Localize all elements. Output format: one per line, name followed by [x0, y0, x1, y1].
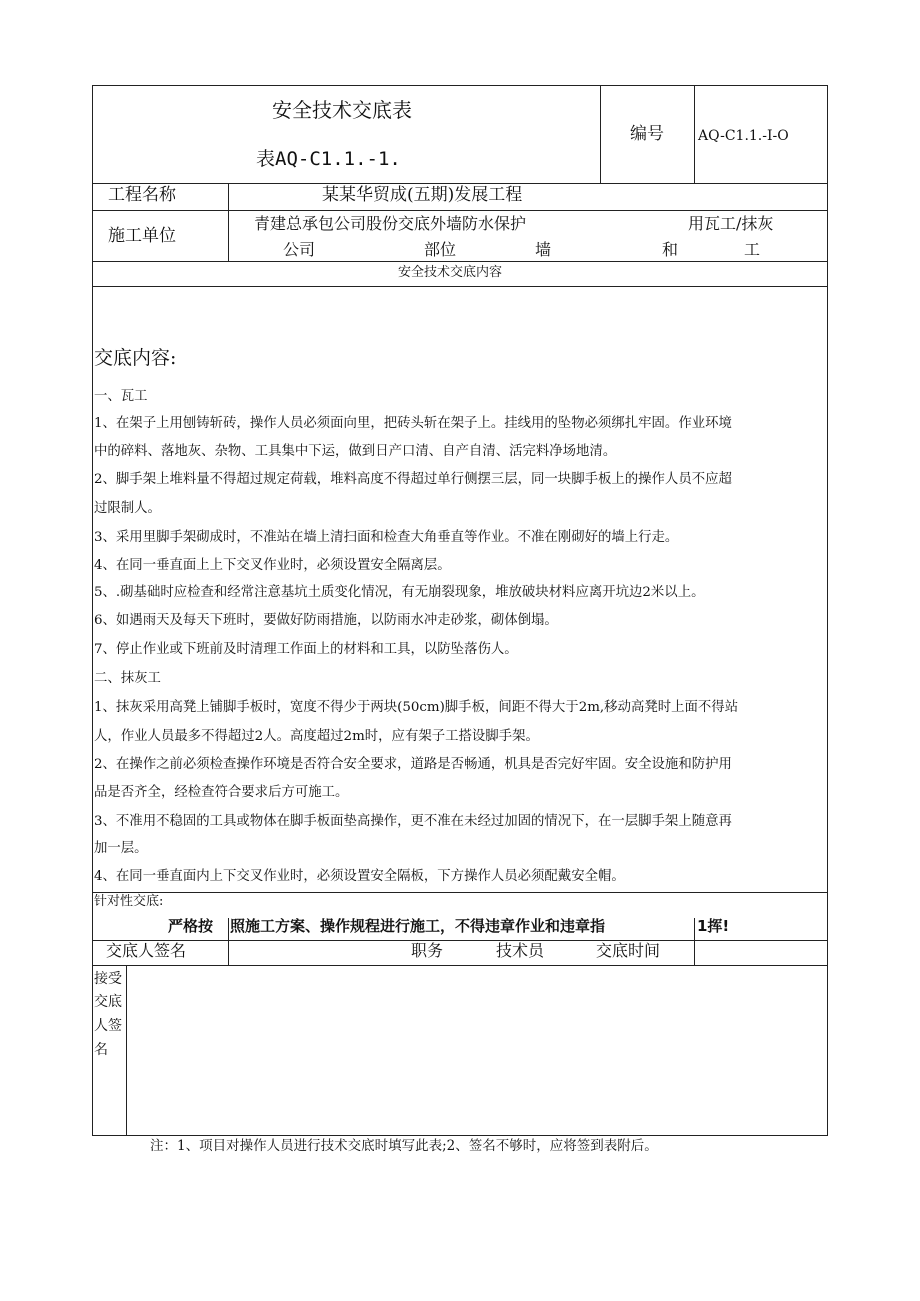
number-label: 编号 — [630, 124, 664, 144]
content-line: 3、不准用不稳固的工具或物体在脚手板面垫高操作，更不准在未经过加固的情况下，在一层脚手架上随意再 — [94, 814, 732, 829]
form-frame — [92, 85, 828, 1136]
unit-line1: 青建总承包公司股份交底外墙防水保护 — [254, 214, 527, 233]
position-value: 技术员 — [496, 941, 545, 960]
content-line: 2、脚手架上堆料量不得超过规定荷载，堆料高度不得超过单行侧摆三层，同一块脚手板上的操作人员不应超 — [94, 472, 732, 487]
content-line: 6、如遇雨天及每天下班时，要做好防雨措施，以防雨水冲走砂浆，砌体倒塌。 — [94, 613, 558, 628]
grid-line — [92, 940, 828, 941]
targeted-text-part1: 严格按 — [168, 917, 214, 935]
content-line: 4、在同一垂直面上上下交叉作业时，必须设置安全隔离层。 — [94, 558, 451, 573]
unit-label: 施工单位 — [108, 226, 176, 246]
project-name-label: 工程名称 — [108, 185, 176, 205]
targeted-label: 针对性交底: — [94, 894, 164, 909]
grid-line — [92, 261, 828, 262]
content-line: 2、在操作之前必须检查操作环境是否符合安全要求，道路是否畅通，机具是否完好牢固。安全设施和防护用 — [94, 757, 732, 772]
receiver-label-line: 人签 — [94, 1018, 122, 1034]
targeted-text-part2: 照施工方案、操作规程进行施工，不得违章作业和违章指 — [230, 917, 606, 935]
content-line: 1、抹灰采用高凳上铺脚手板时，宽度不得少于两块(50cm)脚手板，间距不得大于2m,移动高凳时上面不得站 — [94, 700, 739, 715]
form-code: 表AQ-C1.1.-1. — [256, 148, 401, 170]
content-line: 人，作业人员最多不得超过2人。高度超过2m时，应有架子工搭设脚手架。 — [94, 729, 539, 744]
unit-line2-word: 部位 — [424, 240, 457, 259]
content-line: 1、在架子上用刨铸斩砖，操作人员必须面向里，把砖头斩在架子上。挂线用的坠物必须绑扎牢固。作业环境 — [94, 416, 732, 431]
unit-line2-word: 公司 — [283, 240, 316, 259]
signer-label: 交底人签名 — [106, 941, 187, 960]
number-value: AQ-C1.1.-I-O — [698, 128, 789, 144]
receiver-label-line: 交底 — [94, 994, 122, 1010]
content-line: 7、停止作业或下班前及时清理工作面上的材料和工具，以防坠落伤人。 — [94, 642, 518, 657]
unit-line2-word: 墙 — [535, 240, 552, 259]
form-title: 安全技术交底表 — [272, 98, 412, 122]
targeted-text-part3: 1挥! — [697, 917, 730, 935]
project-name-value: 某某华贸成(五期)发展工程 — [322, 185, 523, 205]
content-line: 一、瓦工 — [94, 389, 148, 404]
grid-line — [126, 965, 127, 1136]
footnote: 注：1、项目对操作人员进行技术交底时填写此表;2、签名不够时，应将签到表附后。 — [150, 1138, 658, 1154]
grid-line — [92, 183, 828, 184]
position-label: 职务 — [411, 941, 444, 960]
content-line: 加一层。 — [94, 841, 148, 856]
unit-line2-word: 工 — [744, 240, 761, 259]
unit-line2-word: 和 — [662, 240, 679, 259]
grid-line — [694, 85, 695, 183]
receiver-label-line: 接受 — [94, 971, 122, 987]
content-header: 安全技术交底内容 — [398, 265, 503, 280]
content-line: 中的碎料、落地灰、杂物、工具集中下运，做到日产口清、自产自清、活完料净场地清。 — [94, 444, 617, 459]
time-label: 交底时间 — [596, 941, 661, 960]
grid-line — [92, 965, 828, 966]
content-line: 品是否齐全，经检查符合要求后方可施工。 — [94, 785, 349, 800]
grid-line — [92, 286, 828, 287]
content-heading: 交底内容: — [94, 347, 177, 369]
grid-line — [92, 210, 828, 211]
content-line: 5、.砌基础时应检查和经常注意基坑土质变化情况，有无崩裂现象，堆放破块材料应离开坑边2米以上。 — [94, 585, 705, 600]
content-line: 过限制人。 — [94, 501, 161, 516]
grid-line — [600, 85, 601, 183]
receiver-label-line: 名 — [94, 1042, 108, 1058]
content-line: 4、在同一垂直面内上下交叉作业时，必须设置安全隔板，下方操作人员必须配戴安全帽。 — [94, 869, 625, 884]
grid-line — [228, 918, 229, 965]
grid-line — [228, 183, 229, 261]
grid-line — [694, 918, 695, 965]
content-line: 3、采用里脚手架砌成时，不准站在墙上清扫面和检查大角垂直等作业。不准在刚砌好的墙上行走。 — [94, 530, 679, 545]
content-line: 二、抹灰工 — [94, 671, 161, 686]
grid-line — [92, 892, 828, 893]
unit-line1-right: 用瓦工/抹灰 — [688, 214, 774, 233]
